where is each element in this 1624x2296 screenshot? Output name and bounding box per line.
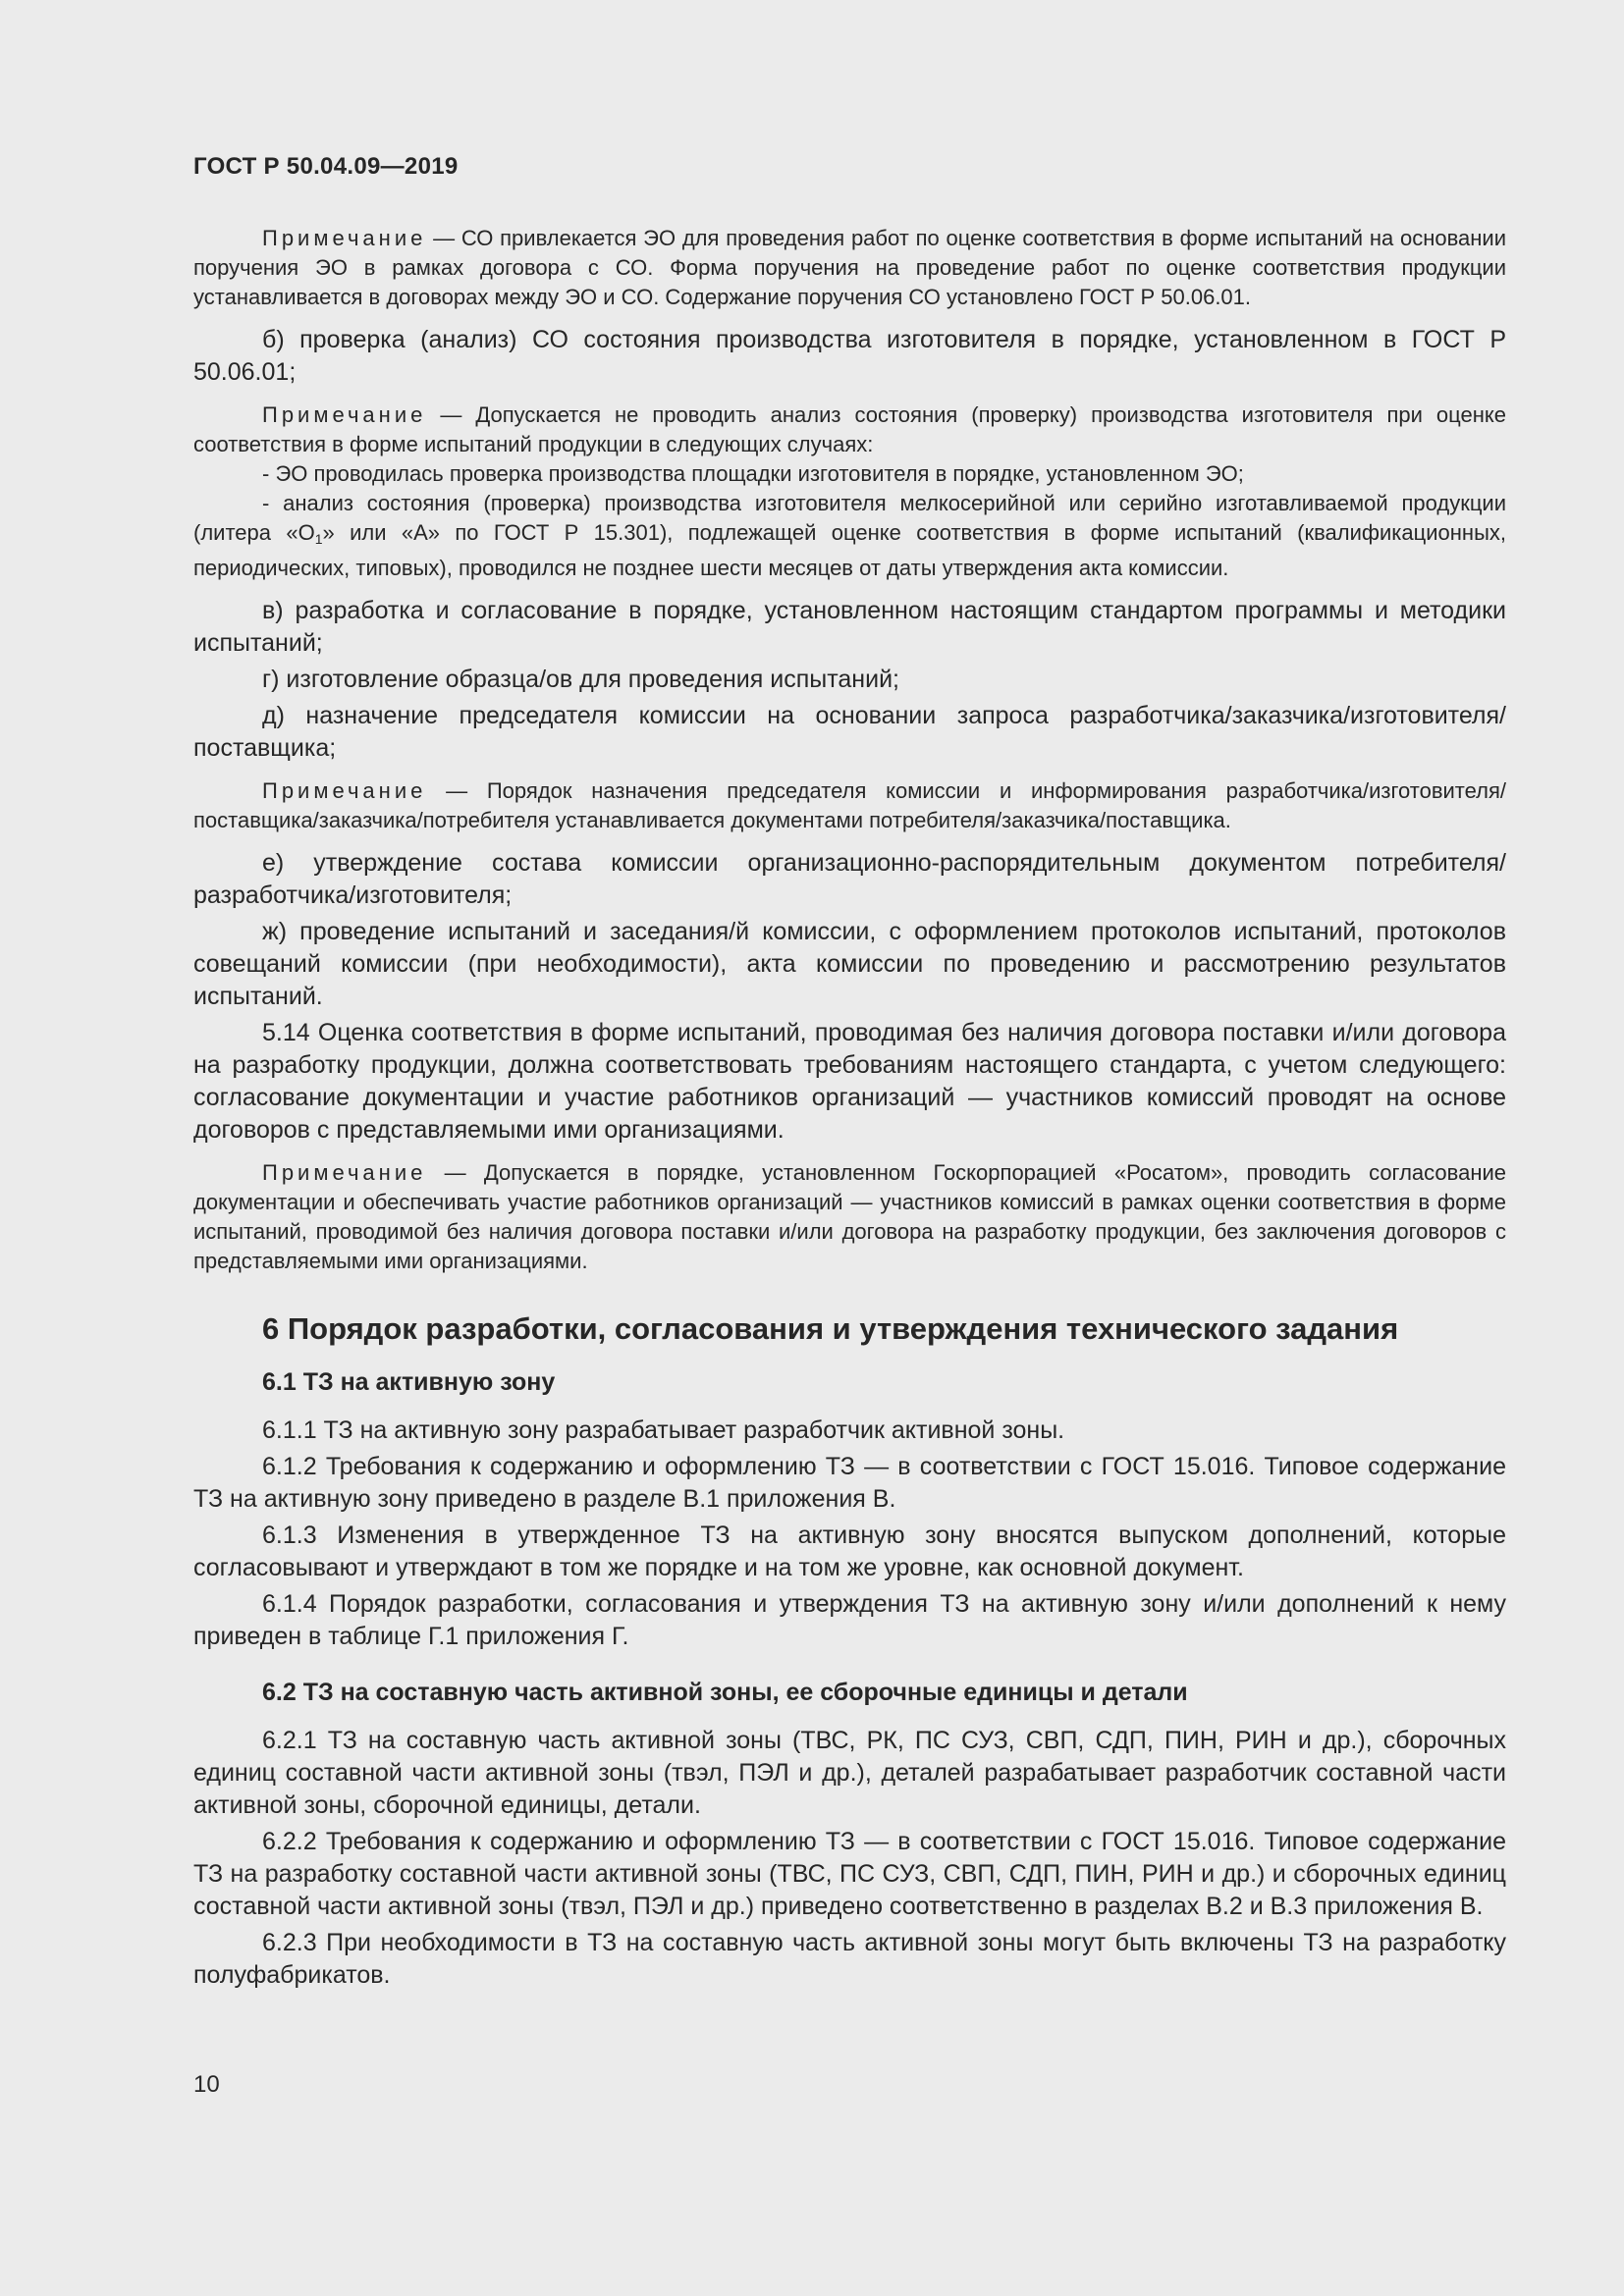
item-b: б) проверка (анализ) СО состояния производства изготовителя в порядке, установленном в ГОСТ Р 50.06.01; <box>193 326 1506 386</box>
note-4-text: — Допускается в порядке, установленном Госкорпорацией «Росатом», проводить согласование документации и обеспечивать участие работников организаций — участников комиссий в рамках оценки соответствия в форме испытаний, проводимой без наличия договора поставки и/или договора на разработку продукции, без заключения договоров с представляемыми ими организациями. <box>193 1160 1506 1273</box>
clause-6-1-1: 6.1.1 ТЗ на активную зону разрабатывает разработчик активной зоны. <box>262 1416 1065 1444</box>
clause-5-14: 5.14 Оценка соответствия в форме испытаний, проводимая без наличия договора поставки и/или договора на разработку продукции, должна соответствовать требованиям настоящего стандарта, с учетом следующего: согласование документации и участие работников организаций — участников комиссий проводят на основе договоров с представляемыми ими организациями. <box>193 1019 1506 1144</box>
note-label: Примечание <box>262 402 427 427</box>
item-zh: ж) проведение испытаний и заседания/й комиссии, с оформлением протоколов испытаний, протоколов совещаний комиссии (при необходимости), акта комиссии по проведению и рассмотрению результатов испытаний. <box>193 918 1506 1010</box>
note-1 <box>193 224 1506 312</box>
clause-6-2-2: 6.2.2 Требования к содержанию и оформлению ТЗ — в соответствии с ГОСТ 15.016. Типовое содержание ТЗ на разработку составной части активной зоны (ТВС, ПС СУЗ, СВП, СДП, ПИН, РИН и др.) и сборочных единиц составной части активной зоны (твэл, ПЭЛ и др.) приведено соответственно в разделах В.2 и В.3 приложения В. <box>193 1828 1506 1920</box>
item-d: д) назначение председателя комиссии на основании запроса разработчика/заказчика/изготовителя/поставщика; <box>193 702 1506 762</box>
item-g: г) изготовление образца/ов для проведения испытаний; <box>262 666 899 693</box>
note-3 <box>193 776 1506 835</box>
section-6-1-heading: 6.1 ТЗ на активную зону <box>262 1368 556 1396</box>
note-label: Примечание <box>262 226 427 250</box>
note-3-text: — Порядок назначения председателя комиссии и информирования разработчика/изготовителя/поставщика/заказчика/потребителя устанавливается документами потребителя/заказчика/поставщика. <box>193 778 1506 832</box>
note-2-item-2-part-a: - анализ состояния (проверка) производства изготовителя мелкосерийной или серийно изготавливаемой продукции (литера «О <box>193 491 1506 545</box>
note-label: Примечание <box>262 1160 427 1185</box>
note-2-item-2-part-b: » или «А» по ГОСТ Р 15.301), подлежащей оценке соответствия в форме испытаний (квалификационных, периодических, типовых), проводился не позднее шести месяцев от даты утверждения акта комиссии. <box>193 520 1506 580</box>
note-label: Примечание <box>262 778 427 803</box>
section-6-heading: 6 Порядок разработки, согласования и утверждения технического задания <box>262 1311 1399 1346</box>
item-e: е) утверждение состава комиссии организационно-распорядительным документом потребителя/разработчика/изготовителя; <box>193 849 1506 909</box>
page-number: 10 <box>193 2071 220 2098</box>
note-2 <box>193 400 1506 583</box>
section-6-2-heading: 6.2 ТЗ на составную часть активной зоны, ее сборочные единицы и детали <box>262 1679 1188 1706</box>
note-4 <box>193 1158 1506 1276</box>
note-2-item-1: - ЭО проводилась проверка производства площадки изготовителя в порядке, установленном ЭО; <box>262 461 1244 486</box>
subscript: 1 <box>314 531 323 547</box>
clause-6-1-2: 6.1.2 Требования к содержанию и оформлению ТЗ — в соответствии с ГОСТ 15.016. Типовое содержание ТЗ на активную зону приведено в разделе В.1 приложения В. <box>193 1453 1506 1513</box>
clause-6-1-3: 6.1.3 Изменения в утвержденное ТЗ на активную зону вносятся выпуском дополнений, которые согласовывают и утверждают в том же порядке и на том же уровне, как основной документ. <box>193 1522 1506 1581</box>
item-v: в) разработка и согласование в порядке, установленном настоящим стандартом программы и методики испытаний; <box>193 597 1506 657</box>
note-2-intro: — Допускается не проводить анализ состояния (проверку) производства изготовителя при оценке соответствия в форме испытаний продукции в следующих случаях: <box>193 402 1506 456</box>
note-2-item-2 <box>193 489 1506 583</box>
clause-6-2-1: 6.2.1 ТЗ на составную часть активной зоны (ТВС, РК, ПС СУЗ, СВП, СДП, ПИН, РИН и др.), сборочных единиц составной части активной зоны (твэл, ПЭЛ и др.), деталей разрабатывает разработчик составной части активной зоны, сборочной единицы, детали. <box>193 1727 1506 1819</box>
note-1-text: — СО привлекается ЭО для проведения работ по оценке соответствия в форме испытаний на основании поручения ЭО в рамках договора с СО. Форма поручения на проведение работ по оценке соответствия продукции устанавливается в договорах между ЭО и СО. Содержание поручения СО установлено ГОСТ Р 50.06.01. <box>193 226 1506 309</box>
document-code-header: ГОСТ Р 50.04.09—2019 <box>193 153 459 180</box>
clause-6-1-4: 6.1.4 Порядок разработки, согласования и утверждения ТЗ на активную зону и/или дополнений к нему приведен в таблице Г.1 приложения Г. <box>193 1590 1506 1650</box>
page-content <box>193 224 1506 1996</box>
clause-6-2-3: 6.2.3 При необходимости в ТЗ на составную часть активной зоны могут быть включены ТЗ на разработку полуфабрикатов. <box>193 1929 1506 1989</box>
